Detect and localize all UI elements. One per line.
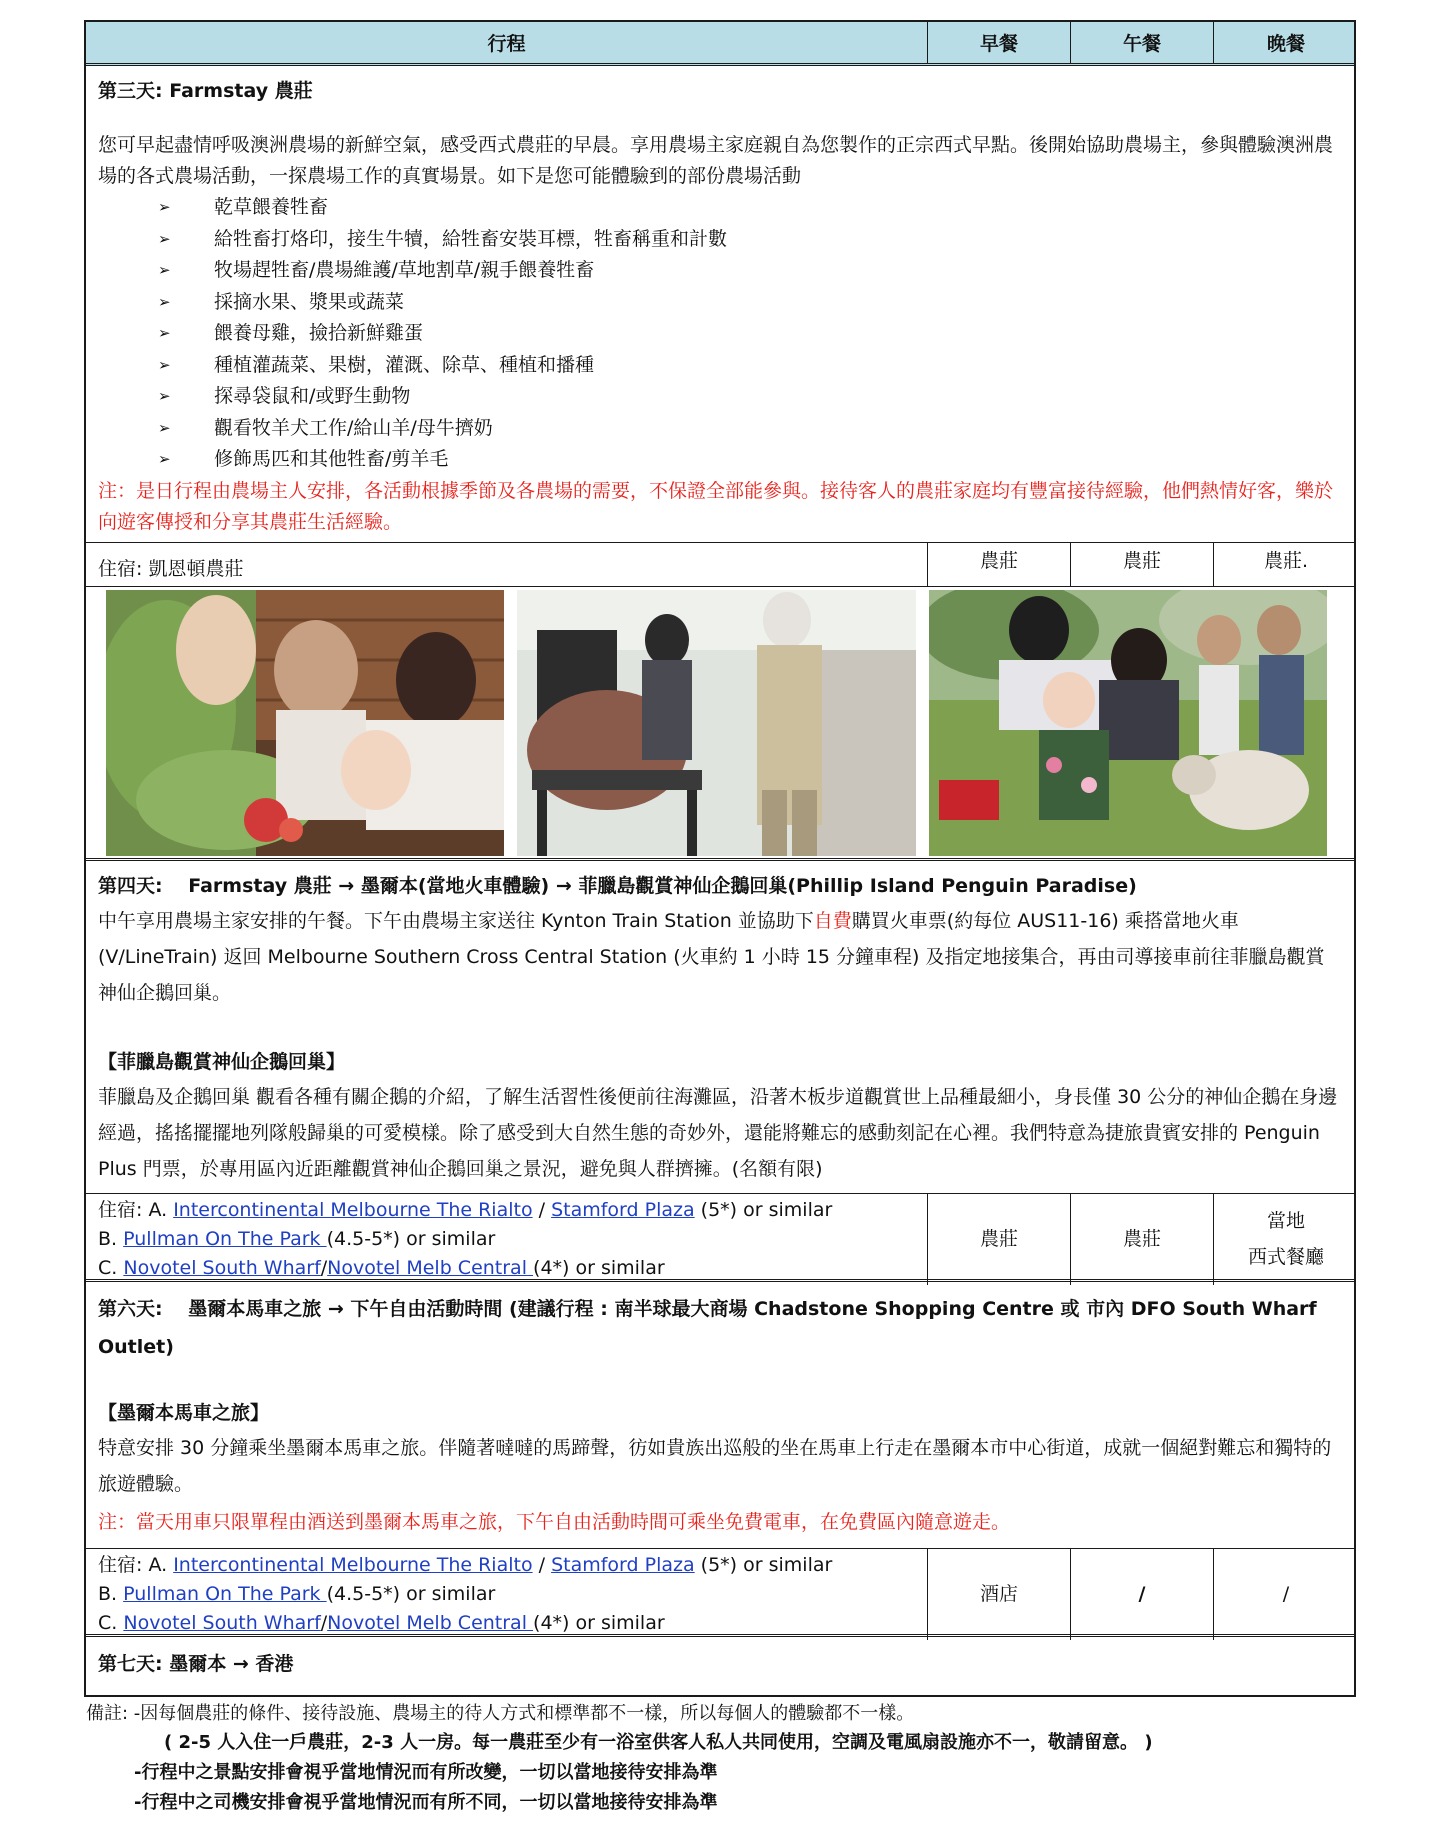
list-item: ➢ 觀看牧羊犬工作/給山羊/母牛擠奶 <box>158 413 1342 445</box>
day6-section <box>86 1282 1354 1549</box>
hotel-link-pullman[interactable]: Pullman On The Park <box>123 1227 327 1250</box>
remarks <box>86 1700 1386 1818</box>
table-header <box>86 22 1354 66</box>
day3-section <box>86 66 1354 543</box>
hotel-link-novotel-melb-central[interactable]: Novotel Melb Central <box>327 1611 534 1634</box>
day3-stay: 住宿: 凱恩頓農莊 <box>86 543 928 586</box>
garden-family-photo <box>106 590 504 856</box>
day4-stay: 住宿: A. Intercontinental Melbourne The Rialto / Stamford Plaza (5*) or similar B. Pullman On The Park (4.5-5*) or similar C. Novotel South Wharf/Novotel Melb Central (4*) or similar <box>86 1194 928 1285</box>
list-item: ➢ 牧場趕牲畜/農場維護/草地割草/親手餵養牲畜 <box>158 255 1342 287</box>
arrow-bullet-icon: ➢ <box>158 229 171 248</box>
self-pay-label: 自費 <box>813 909 852 932</box>
remark-line-3: -行程中之景點安排會視乎當地情況而有所改變，一切以當地接待安排為準 <box>134 1762 718 1783</box>
day3-stay-row <box>86 543 1354 587</box>
hotel-link-rialto[interactable]: Intercontinental Melbourne The Rialto <box>173 1198 533 1221</box>
lamb-feeding-photo <box>929 590 1327 856</box>
list-item: ➢ 種植灌蔬菜、果樹，灌溉、除草、種植和播種 <box>158 350 1342 382</box>
arrow-bullet-icon: ➢ <box>158 261 171 279</box>
arrow-bullet-icon: ➢ <box>158 418 171 437</box>
header-itinerary: 行程 <box>86 22 928 63</box>
remark-line-4: -行程中之司機安排會視乎當地情況而有所不同，一切以當地接待安排為準 <box>134 1792 718 1813</box>
day4-section <box>86 861 1354 1194</box>
remark-line-1: 備註: -因每個農莊的條件、接待設施、農場主的待人方式和標準都不一樣，所以每個人的體驗都不一樣。 <box>86 1703 915 1724</box>
day3-intro: 您可早起盡情呼吸澳洲農場的新鮮空氣，感受西式農莊的早晨。享用農場主家庭親自為您製作的正宗西式早點。後開始協助農場主，參與體驗澳洲農場的各式農場活動，一探農場工作的真實場景。如下是您可能體驗到的部份農場活動 <box>98 134 1334 187</box>
day4-subtext: 菲臘島及企鵝回巢 觀看各種有關企鵝的介紹，了解生活習性後便前往海灘區，沿著木板步道觀賞世上品種最細小，身長僅 30 公分的神仙企鵝在身邊經過，搖搖擺擺地列隊般歸巢的可愛模樣。除了感受到大自然生態的奇妙外，還能將難忘的感動刻記在心裡。我們特意為捷旅貴賓安排的 Penguin Plus 門票，於專用區內近距離觀賞神仙企鵝回巢之景況，避免與人群擠擁。(名額有限) <box>98 1085 1338 1180</box>
day3-lunch: 農莊 <box>1071 543 1214 586</box>
farm-photo-strip <box>86 587 1354 861</box>
day4-text: 中午享用農場主家安排的午餐。下午由農場主家送往 Kynton Train Station 並協助下自費購買火車票(約每位 AUS11-16) 乘搭當地火車(V/LineTrain) 返回 Melbourne Southern Cross Central Station (火車約 1 小時 15 分鐘車程) 及指定地接集合，再由司導接車前往菲臘島觀賞神仙企鵝回巢。 <box>98 909 1325 1004</box>
day4-breakfast: 農莊 <box>928 1194 1071 1285</box>
arrow-bullet-icon: ➢ <box>158 387 171 405</box>
day3-activity-list <box>98 192 1342 476</box>
header-lunch: 午餐 <box>1071 22 1214 63</box>
header-breakfast: 早餐 <box>928 22 1071 63</box>
day6-lunch: / <box>1071 1549 1214 1640</box>
day4-subtitle: 【菲臘島觀賞神仙企鵝回巢】 <box>98 1050 346 1073</box>
day6-subtitle: 【墨爾本馬車之旅】 <box>98 1401 270 1424</box>
day4-lunch: 農莊 <box>1071 1194 1214 1285</box>
day3-note: 注：是日行程由農場主人安排，各活動根據季節及各農場的需要，不保證全部能參與。接待客人的農莊家庭均有豐富接待經驗，他們熱情好客，樂於向遊客傳授和分享其農莊生活經驗。 <box>98 479 1334 533</box>
day4-stay-row <box>86 1194 1354 1282</box>
arrow-bullet-icon: ➢ <box>158 450 171 468</box>
arrow-bullet-icon: ➢ <box>158 292 171 311</box>
arrow-bullet-icon: ➢ <box>158 355 171 374</box>
list-item: ➢ 餵養母雞，撿拾新鮮雞蛋 <box>158 318 1342 350</box>
list-item: ➢ 採摘水果、漿果或蔬菜 <box>158 287 1342 319</box>
hotel-link-rialto[interactable]: Intercontinental Melbourne The Rialto <box>173 1553 533 1576</box>
hotel-link-novotel-south-wharf[interactable]: Novotel South Wharf <box>123 1256 321 1279</box>
day6-breakfast: 酒店 <box>928 1549 1071 1640</box>
list-item: ➢ 探尋袋鼠和/或野生動物 <box>158 381 1342 413</box>
arrow-bullet-icon: ➢ <box>158 198 171 216</box>
list-item: ➢ 乾草餵養牲畜 <box>158 192 1342 224</box>
day3-dinner: 農莊. <box>1263 549 1309 572</box>
hotel-link-novotel-south-wharf[interactable]: Novotel South Wharf <box>123 1611 321 1634</box>
day7-title: 第七天: 墨爾本 → 香港 <box>98 1652 294 1675</box>
hotel-link-stamford[interactable]: Stamford Plaza <box>551 1198 695 1221</box>
bbq-grill-photo <box>517 590 916 856</box>
day6-stay: 住宿: A. Intercontinental Melbourne The Rialto / Stamford Plaza (5*) or similar B. Pullman On The Park (4.5-5*) or similar C. Novotel South Wharf/Novotel Melb Central (4*) or similar <box>86 1549 928 1640</box>
hotel-link-pullman[interactable]: Pullman On The Park <box>123 1582 327 1605</box>
hotel-link-stamford[interactable]: Stamford Plaza <box>551 1553 695 1576</box>
itinerary-table <box>84 20 1356 1697</box>
header-dinner: 晚餐 <box>1266 33 1305 55</box>
day4-title: 第四天: Farmstay 農莊 → 墨爾本(當地火車體驗) → 菲臘島觀賞神仙企鵝回巢(Phillip Island Penguin Paradise) <box>98 874 1137 897</box>
remark-line-2: ( 2-5 人入住一戶農莊，2-3 人一房。每一農莊至少有一浴室供客人私人共同使用，空調及電風扇設施亦不一，敬請留意。 ) <box>164 1732 1153 1753</box>
day6-subtext: 特意安排 30 分鐘乘坐墨爾本馬車之旅。伴隨著噠噠的馬蹄聲，彷如貴族出巡般的坐在馬車上行走在墨爾本市中心街道，成就一個絕對難忘和獨特的旅遊體驗。 <box>98 1436 1332 1495</box>
day6-note: 注：當天用車只限單程由酒送到墨爾本馬車之旅，下午自由活動時間可乘坐免費電車，在免費區內隨意遊走。 <box>98 1510 1011 1533</box>
day3-breakfast: 農莊 <box>928 543 1071 586</box>
arrow-bullet-icon: ➢ <box>158 324 171 342</box>
day4-dinner: 當地 西式餐廳 <box>1247 1210 1324 1268</box>
day3-title: 第三天: Farmstay 農莊 <box>98 80 313 102</box>
hotel-link-novotel-melb-central[interactable]: Novotel Melb Central <box>327 1256 534 1279</box>
day6-stay-row <box>86 1549 1354 1637</box>
day6-dinner: / <box>1282 1583 1290 1605</box>
list-item: ➢ 修飾馬匹和其他牲畜/剪羊毛 <box>158 444 1342 476</box>
day7-section <box>86 1637 1354 1695</box>
list-item: ➢ 給牲畜打烙印，接生牛犢，給牲畜安裝耳標，牲畜稱重和計數 <box>158 224 1342 256</box>
day6-title: 第六天: 墨爾本馬車之旅 → 下午自由活動時間 (建議行程 : 南半球最大商場 Chadstone Shopping Centre 或 市內 DFO South Wharf Outlet) <box>98 1297 1317 1358</box>
